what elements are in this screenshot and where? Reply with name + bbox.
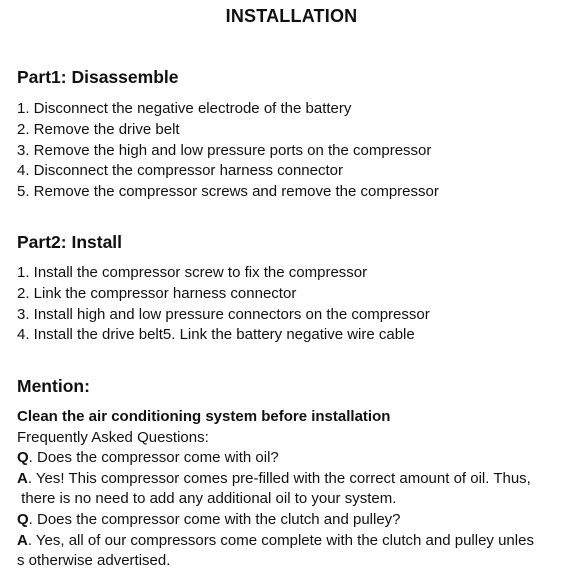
installation-note: Clean the air conditioning system before installation [17, 408, 391, 425]
question-mark-label: Q [17, 510, 29, 528]
question-text: . Does the compressor come with the clutch and pulley? [28, 510, 401, 528]
question-mark-label: Q [17, 449, 29, 467]
mention-content [17, 407, 577, 572]
part1-step-list [17, 99, 439, 203]
answer-text: . Yes! This compressor comes pre-filled with the correct amount of oil. Thus, [27, 469, 531, 487]
faq-question [17, 510, 577, 531]
part2-step: 1. Install the compressor screw to fix the compressor [17, 264, 368, 281]
faq-answer-continuation: there is no need to add any additional oil to your system. [17, 490, 397, 508]
answer-mark-label: A [17, 469, 28, 487]
part1-heading: Part1: Disassemble [17, 67, 179, 87]
part1-step: 2. Remove the drive belt [17, 120, 180, 138]
answer-text: . Yes, all of our compressors come complete with the clutch and pulley unles [27, 531, 534, 549]
part2-step: 3. Install high and low pressure connectors on the compressor [17, 305, 430, 323]
part1-step: 1. Disconnect the negative electrode of the battery [17, 100, 352, 117]
question-text: . Does the compressor come with oil? [28, 449, 279, 467]
mention-heading: Mention: [17, 376, 90, 396]
part1-step: 3. Remove the high and low pressure ports on the compressor [17, 141, 432, 159]
part2-step-list [17, 263, 430, 346]
answer-mark-label: A [17, 531, 28, 549]
faq-question [17, 448, 577, 469]
part1-step: 4. Disconnect the compressor harness connector [17, 162, 343, 180]
part2-step: 4. Install the drive belt5. Link the battery negative wire cable [17, 326, 415, 344]
faq-label: Frequently Asked Questions: [17, 428, 209, 446]
part2-step: 2. Link the compressor harness connector [17, 284, 297, 302]
part2-heading: Part2: Install [17, 232, 123, 252]
faq-answer-continuation: s otherwise advertised. [17, 552, 171, 570]
faq-answer [17, 469, 577, 490]
part1-step: 5. Remove the compressor screws and remove the compressor [17, 183, 439, 201]
faq-answer [17, 531, 577, 552]
page-title: INSTALLATION [225, 6, 358, 26]
